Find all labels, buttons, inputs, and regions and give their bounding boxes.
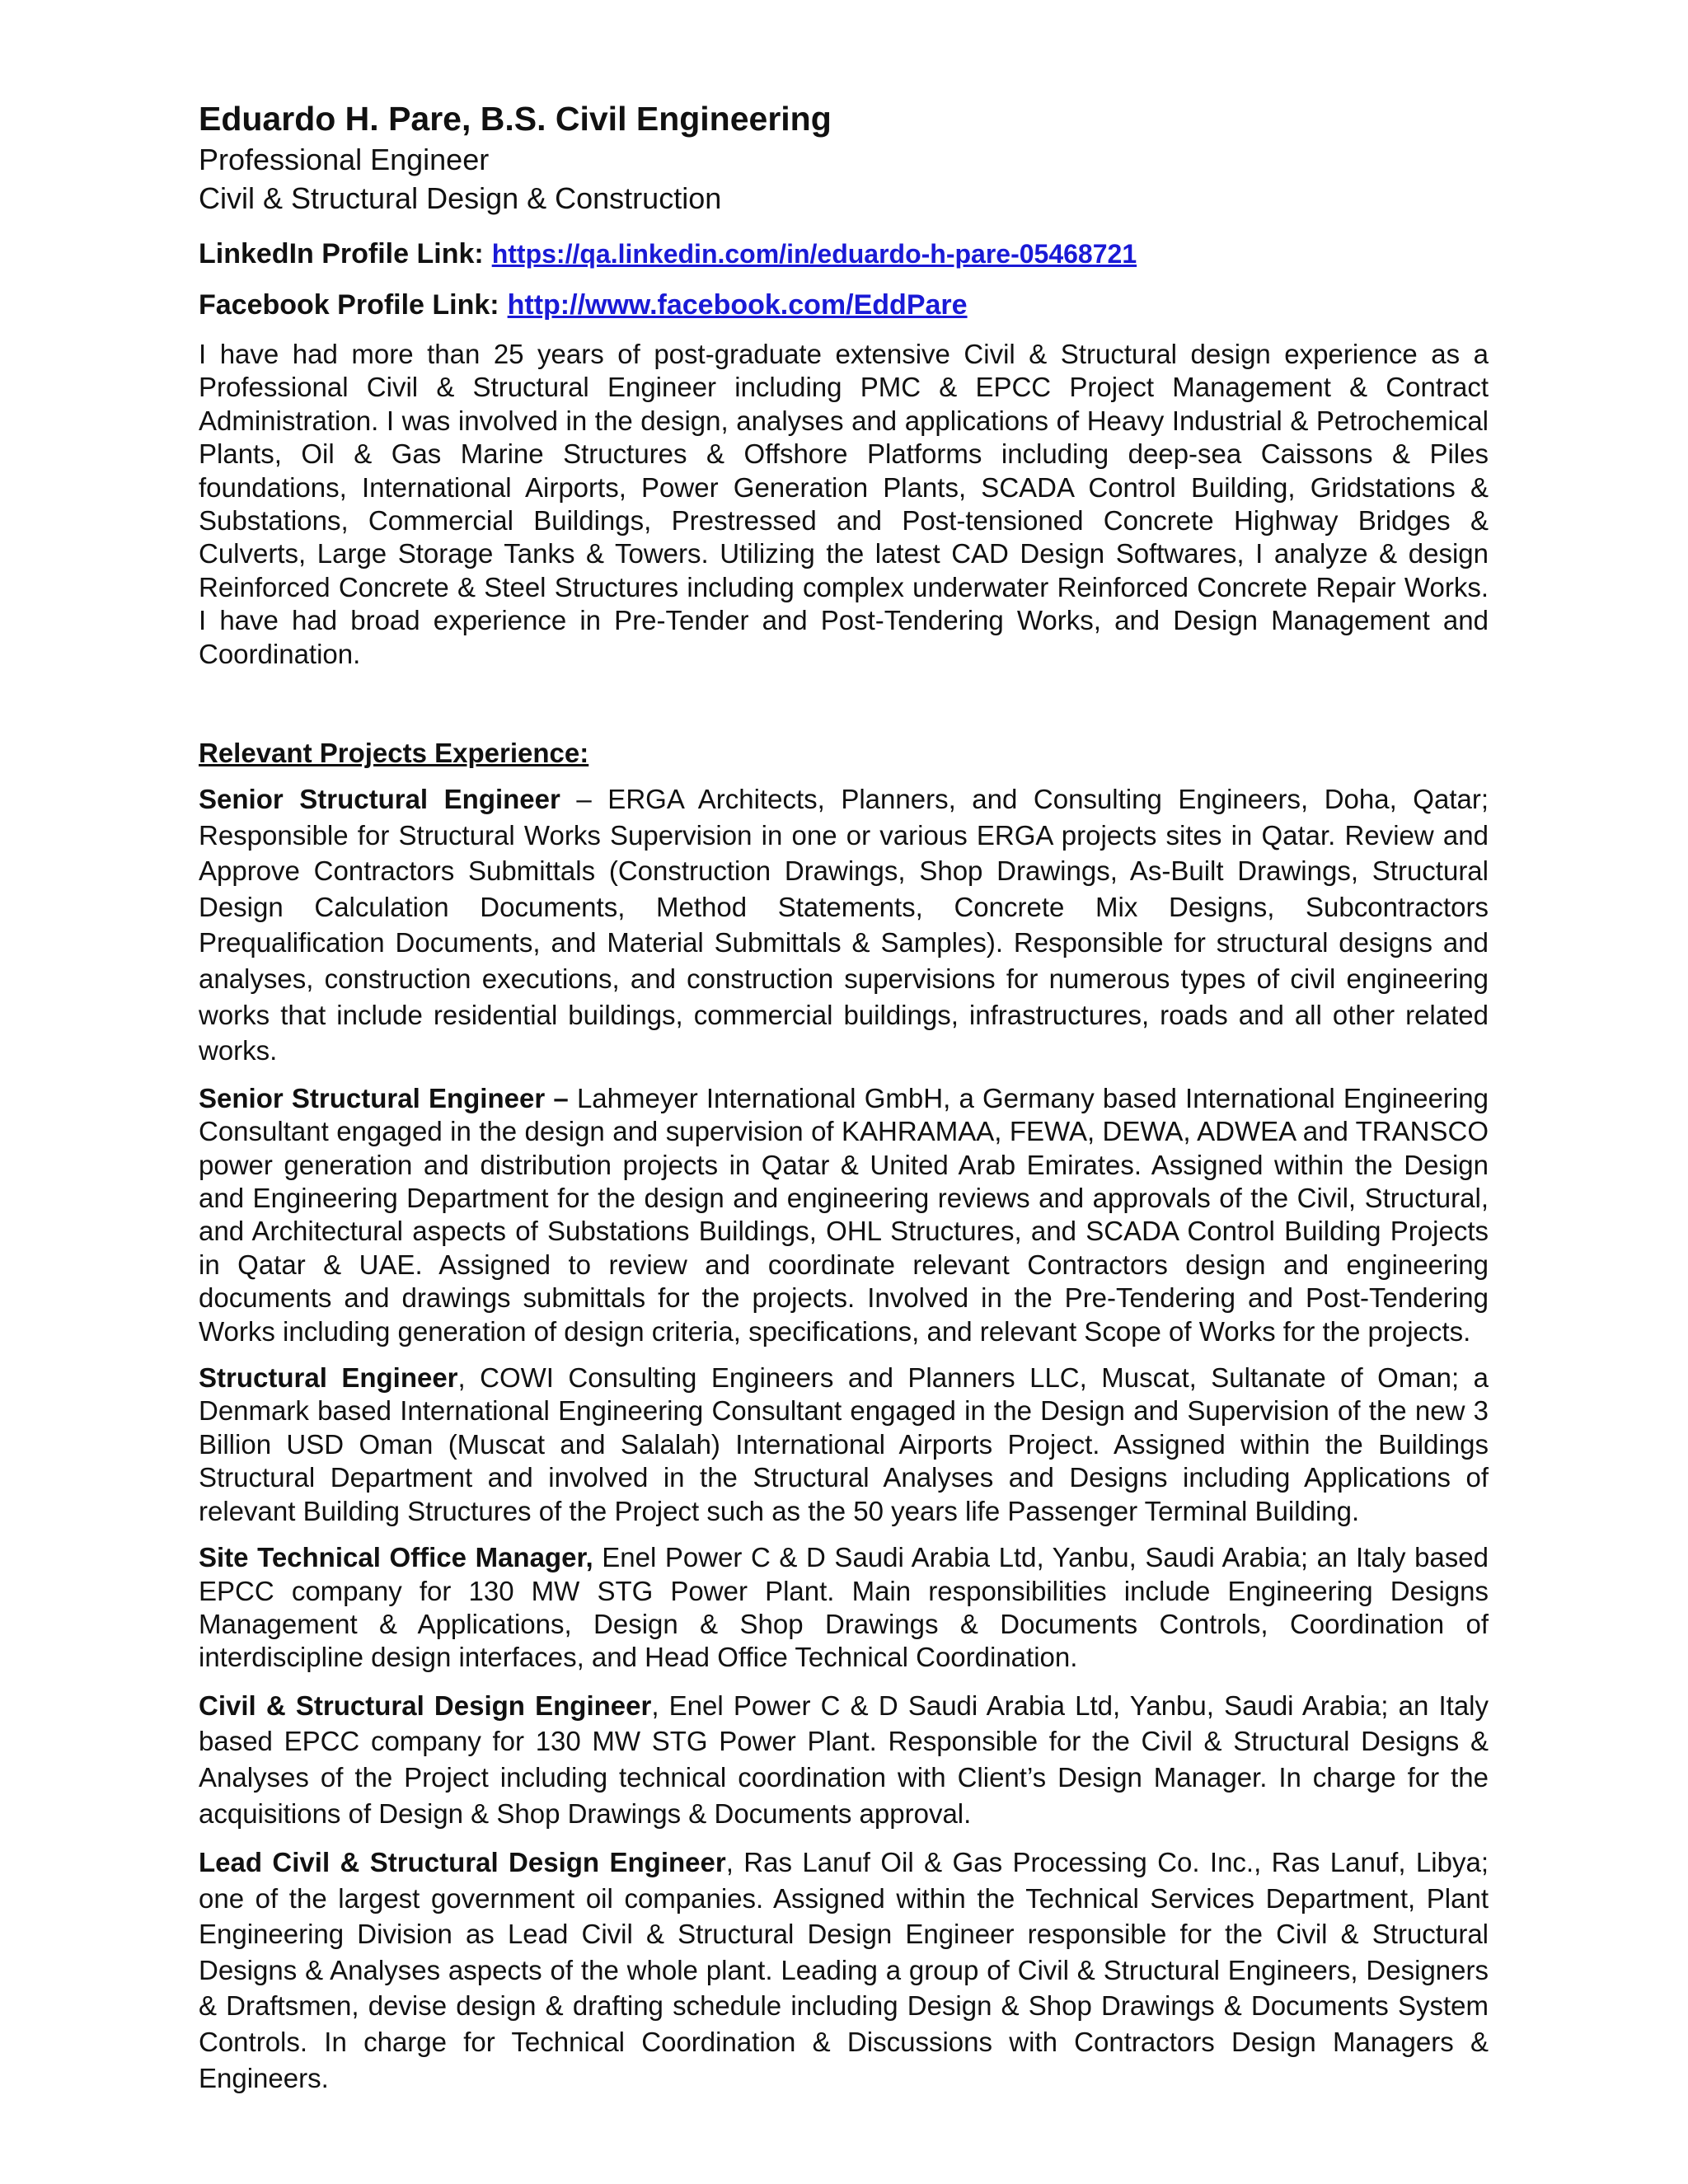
facebook-link[interactable]: http://www.facebook.com/EddPare xyxy=(507,289,968,321)
job-entry-cowi xyxy=(199,1361,1489,1528)
professional-summary: I have had more than 25 years of post-graduate extensive Civil & Structural design experience as a Professional Civil & Structural Engineer including PMC & EPCC Project Management & Contract Administration. I was involved in the design, analyses and applications of Heavy Industrial & Petrochemical Plants, Oil & Gas Marine Structures & Offshore Platforms including deep-sea Caissons & Piles foundations, International Airports, Power Generation Plants, SCADA Control Building, Gridstations & Substations, Commercial Buildings, Prestressed and Post-tensioned Concrete Highway Bridges & Culverts, Large Storage Tanks & Towers. Utilizing the latest CAD Design Softwares, I analyze & design Reinforced Concrete & Steel Structures including complex underwater Reinforced Concrete Repair Works. I have had broad experience in Pre-Tender and Post-Tendering Works, and Design Management and Coordination. xyxy=(199,339,1489,669)
linkedin-link[interactable]: https://qa.linkedin.com/in/eduardo-h-pare-05468721 xyxy=(491,239,1137,269)
job-role: Site Technical Office Manager, xyxy=(199,1542,593,1573)
job-role: Structural Engineer xyxy=(199,1362,458,1394)
profile-links xyxy=(199,236,1489,323)
job-role: Civil & Structural Design Engineer xyxy=(199,1690,652,1721)
job-description: , COWI Consulting Engineers and Planners LLC, Muscat, Sultanate of Oman; a Denmark based International Engineering Consultant engaged in the Design and Supervision of the new 3 Billion USD Oman (Muscat and Salalah) International Airports Project. Assigned within the Buildings Structural Department and involved in the Structural Analyses and Designs including Applications of relevant Building Structures of the Project such as the 50 years life Passenger Terminal Building. xyxy=(199,1362,1489,1526)
job-entry-erga xyxy=(199,781,1489,1069)
job-entry-enel-engineer xyxy=(199,1688,1489,1831)
job-role: Lead Civil & Structural Design Engineer xyxy=(199,1847,726,1878)
experience-heading: Relevant Projects Experience: xyxy=(199,738,589,769)
job-entry-ras-lanuf xyxy=(199,1844,1489,2096)
job-entry-enel-manager xyxy=(199,1541,1489,1675)
job-description: Lahmeyer International GmbH, a Germany based International Engineering Consultant engaged in the design and supervision of KAHRAMAA, FEWA, DEWA, ADWEA and TRANSCO power generation and distribution projects in Qatar & United Arab Emirates. Assigned within the Design and Engineering Department for the design and engineering reviews and approvals of the Civil, Structural, and Architectural aspects of Substations Buildings, OHL Structures, and SCADA Control Building Projects in Qatar & UAE. Assigned to review and coordinate relevant Contractors design and engineering documents and drawings submittals for the projects. Involved in the Pre-Tendering and Post-Tendering Works including generation of design criteria, specifications, and relevant Scope of Works for the projects. xyxy=(199,1082,1489,1347)
facebook-row xyxy=(199,287,1489,323)
job-description: Enel Power C & D Saudi Arabia Ltd, Yanbu, Saudi Arabia; an Italy based EPCC company for 130 MW STG Power Plant. Main responsibilities include Engineering Designs Management & Applications, Design & Shop Drawings & Documents Controls, Coordination of interdiscipline design interfaces, and Head Office Technical Coordination. xyxy=(199,1542,1489,1673)
job-description: – ERGA Architects, Planners, and Consulting Engineers, Doha, Qatar; Responsible for Structural Works Supervision in one or various ERGA projects sites in Qatar. Review and Approve Contractors Submittals (Construction Drawings, Shop Drawings, As-Built Drawings, Structural Design Calculation Documents, Method Statements, Concrete Mix Designs, Subcontractors Prequalification Documents, and Material Submittals & Samples). Responsible for structural designs and analyses, construction executions, and construction supervisions for numerous types of civil engineering works that include residential buildings, commercial buildings, infrastructures, roads and all other related works. xyxy=(199,784,1489,1066)
facebook-label: Facebook Profile Link: xyxy=(199,289,499,321)
job-entry-lahmeyer xyxy=(199,1082,1489,1348)
job-role: Senior Structural Engineer xyxy=(199,784,560,815)
linkedin-row xyxy=(199,236,1489,272)
specialty-title: Civil & Structural Design & Construction xyxy=(199,181,722,215)
resume-page xyxy=(199,97,1489,2109)
linkedin-label: LinkedIn Profile Link: xyxy=(199,238,484,269)
job-description: , Ras Lanuf Oil & Gas Processing Co. Inc., Ras Lanuf, Libya; one of the largest government oil companies. Assigned within the Technical Services Department, Plant Engineering Division as Lead Civil & Structural Design Engineer responsible for the Civil & Structural Designs & Analyses aspects of the whole plant. Leading a group of Civil & Structural Engineers, Designers & Draftsmen, devise design & drafting schedule including Design & Shop Drawings & Documents System Controls. In charge for Technical Coordination & Discussions with Contractors Design Managers & Engineers. xyxy=(199,1847,1489,2093)
job-role: Senior Structural Engineer – xyxy=(199,1082,569,1113)
job-description: , Enel Power C & D Saudi Arabia Ltd, Yanbu, Saudi Arabia; an Italy based EPCC company for 130 MW STG Power Plant. Responsible for the Civil & Structural Designs & Analyses of the Project including technical coordination with Client’s Design Manager. In charge for the acquisitions of Design & Shop Drawings & Documents approval. xyxy=(199,1690,1489,1829)
candidate-name: Eduardo H. Pare, B.S. Civil Engineering xyxy=(199,100,832,138)
professional-title: Professional Engineer xyxy=(199,143,490,176)
